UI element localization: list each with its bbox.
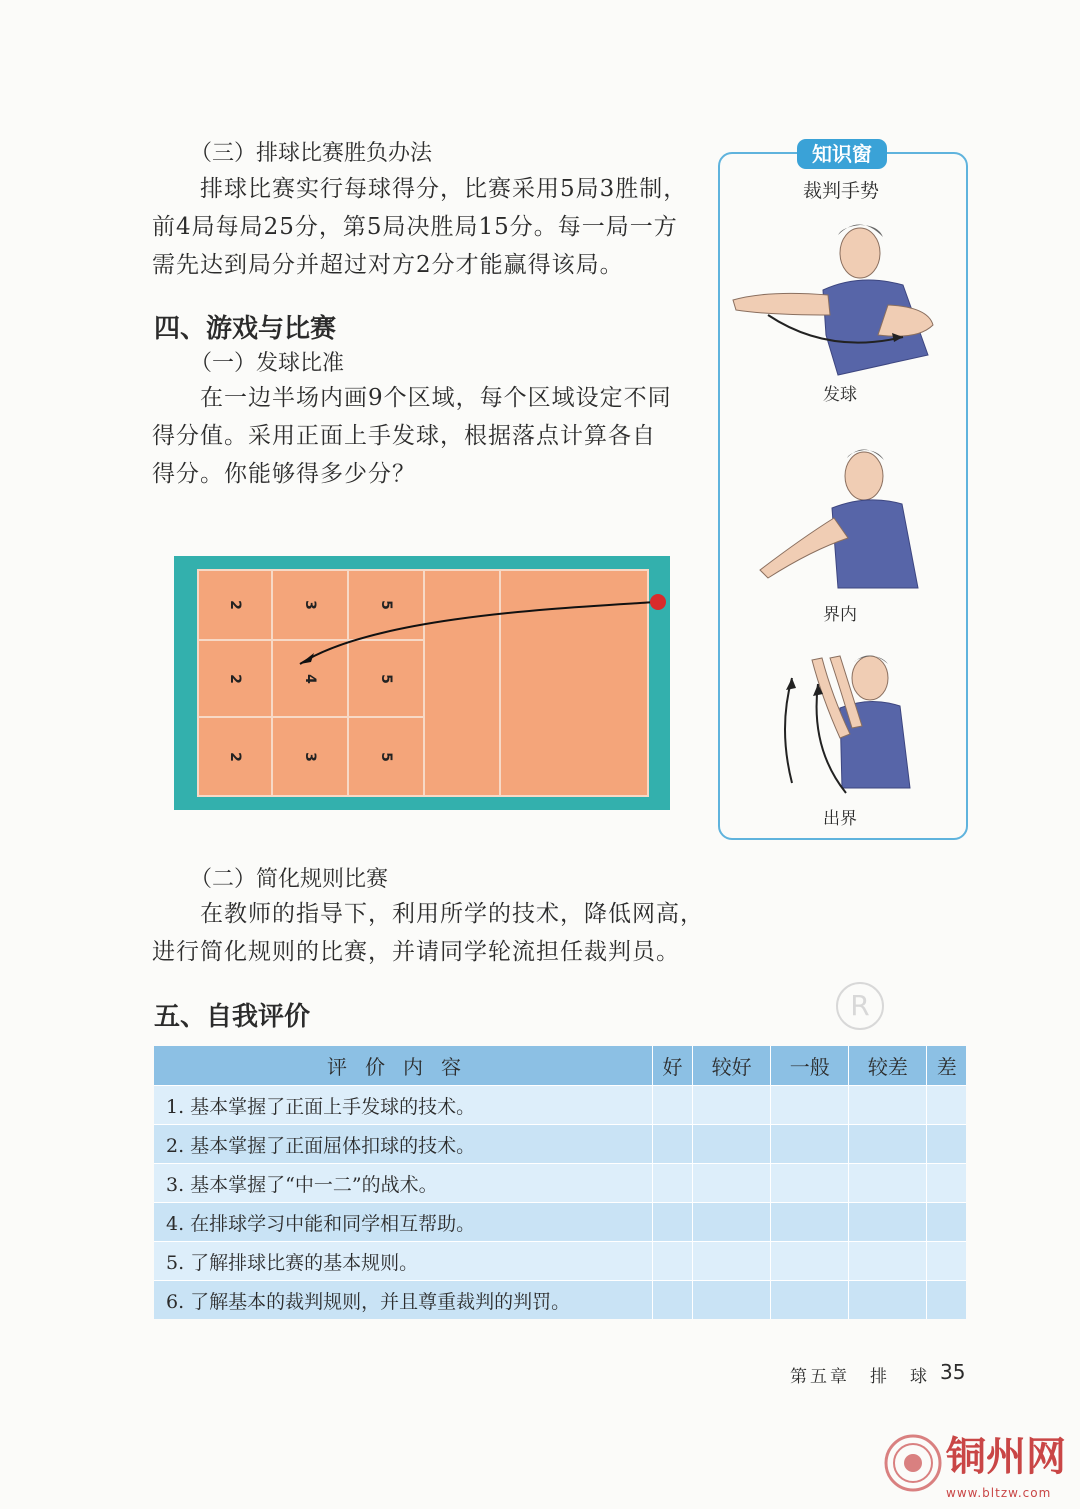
serve-gesture-illustration <box>728 215 953 380</box>
header-fairly-poor: 较差 <box>849 1046 927 1086</box>
rating-cell[interactable] <box>927 1164 966 1203</box>
zone-score: 3 <box>302 600 318 610</box>
zone-score: 2 <box>227 600 243 610</box>
rating-cell[interactable] <box>927 1281 966 1320</box>
site-seal-icon <box>884 1434 942 1492</box>
referee-gestures-title: 裁判手势 <box>802 180 879 202</box>
zone-score: 2 <box>227 674 243 684</box>
page-number: 35 <box>940 1360 966 1384</box>
rating-cell[interactable] <box>849 1242 927 1281</box>
rating-cell[interactable] <box>653 1281 693 1320</box>
rating-cell[interactable] <box>927 1242 966 1281</box>
self-evaluation-table <box>154 1046 966 1319</box>
header-average: 一般 <box>771 1046 849 1086</box>
header-content: 评价内容 <box>154 1046 653 1086</box>
paragraph-line: 得分值。采用正面上手发球，根据落点计算各自 <box>152 423 656 449</box>
section5-heading: 五、自我评价 <box>154 1002 311 1032</box>
evaluation-item: 4. 在排球学习中能和同学相互帮助。 <box>154 1203 653 1242</box>
volleyball <box>650 594 666 610</box>
rating-cell[interactable] <box>653 1203 693 1242</box>
zone-score: 5 <box>378 600 394 610</box>
paragraph-line: 需先达到局分并超过对方2分才能赢得该局。 <box>152 252 624 278</box>
rating-cell[interactable] <box>693 1164 771 1203</box>
subheading-simplified-game: （二）简化规则比赛 <box>190 867 389 892</box>
rating-cell[interactable] <box>849 1125 927 1164</box>
site-logo-text: 铜州网 <box>946 1433 1066 1480</box>
subheading-win-rules: （三）排球比赛胜负办法 <box>190 141 433 166</box>
zone-score: 4 <box>302 674 318 684</box>
evaluation-item: 3. 基本掌握了“中一二”的战术。 <box>154 1164 653 1203</box>
knowledge-window-badge: 知识窗 <box>797 139 887 169</box>
table-row <box>154 1125 966 1164</box>
header-fairly-good: 较好 <box>693 1046 771 1086</box>
paragraph-line: 进行简化规则的比赛，并请同学轮流担任裁判员。 <box>152 939 680 965</box>
gesture-caption-serve: 发球 <box>823 385 857 405</box>
table-row <box>154 1164 966 1203</box>
rating-cell[interactable] <box>771 1125 849 1164</box>
rating-cell[interactable] <box>927 1086 966 1125</box>
rating-cell[interactable] <box>849 1203 927 1242</box>
site-url: www.bltzw.com <box>946 1486 1052 1500</box>
simplified-game-paragraph <box>152 895 712 971</box>
table-row <box>154 1203 966 1242</box>
zone-score: 2 <box>227 752 243 762</box>
serve-zone-court-diagram <box>174 556 670 810</box>
header-good: 好 <box>653 1046 693 1086</box>
rating-cell[interactable] <box>771 1242 849 1281</box>
rating-cell[interactable] <box>693 1242 771 1281</box>
table-header-row <box>154 1046 966 1086</box>
rating-cell[interactable] <box>693 1125 771 1164</box>
out-of-bounds-gesture-illustration <box>770 648 940 798</box>
zone-score: 5 <box>378 752 394 762</box>
subheading-serve-accuracy: （一）发球比准 <box>190 351 345 376</box>
section4-heading: 四、游戏与比赛 <box>154 314 337 344</box>
rating-cell[interactable] <box>771 1086 849 1125</box>
rating-cell[interactable] <box>849 1164 927 1203</box>
paragraph-line: 在一边半场内画9个区域，每个区域设定不同 <box>200 385 672 411</box>
rating-cell[interactable] <box>693 1086 771 1125</box>
chapter-footer: 第五章 排 球 <box>790 1367 930 1387</box>
paragraph-line: 在教师的指导下，利用所学的技术，降低网高， <box>200 901 704 927</box>
zone-score: 5 <box>378 674 394 684</box>
gesture-caption-out-of-bounds: 出界 <box>823 809 857 829</box>
table-row <box>154 1086 966 1125</box>
evaluation-item: 6. 了解基本的裁判规则，并且尊重裁判的判罚。 <box>154 1281 653 1320</box>
paragraph-line: 得分。你能够得多少分？ <box>152 461 416 487</box>
win-rules-paragraph <box>152 170 692 284</box>
rating-cell[interactable] <box>653 1242 693 1281</box>
in-bounds-gesture-illustration <box>752 438 932 598</box>
rating-cell[interactable] <box>693 1281 771 1320</box>
rating-cell[interactable] <box>693 1203 771 1242</box>
serve-accuracy-paragraph <box>152 379 692 493</box>
table-row <box>154 1242 966 1281</box>
evaluation-item: 5. 了解排球比赛的基本规则。 <box>154 1242 653 1281</box>
rating-cell[interactable] <box>653 1164 693 1203</box>
table-row <box>154 1281 966 1320</box>
evaluation-item: 1. 基本掌握了正面上手发球的技术。 <box>154 1086 653 1125</box>
evaluation-item: 2. 基本掌握了正面屈体扣球的技术。 <box>154 1125 653 1164</box>
gesture-caption-in-bounds: 界内 <box>823 605 857 625</box>
zone-score: 3 <box>302 752 318 762</box>
rating-cell[interactable] <box>849 1086 927 1125</box>
rating-cell[interactable] <box>771 1164 849 1203</box>
registered-mark-icon: R <box>836 982 884 1030</box>
rating-cell[interactable] <box>771 1281 849 1320</box>
paragraph-line: 排球比赛实行每球得分，比赛采用5局3胜制， <box>200 176 688 202</box>
rating-cell[interactable] <box>653 1125 693 1164</box>
header-poor: 差 <box>927 1046 966 1086</box>
rating-cell[interactable] <box>771 1203 849 1242</box>
paragraph-line: 前4局每局25分，第5局决胜局15分。每一局一方 <box>152 214 678 240</box>
rating-cell[interactable] <box>927 1125 966 1164</box>
rating-cell[interactable] <box>927 1203 966 1242</box>
rating-cell[interactable] <box>653 1086 693 1125</box>
rating-cell[interactable] <box>849 1281 927 1320</box>
